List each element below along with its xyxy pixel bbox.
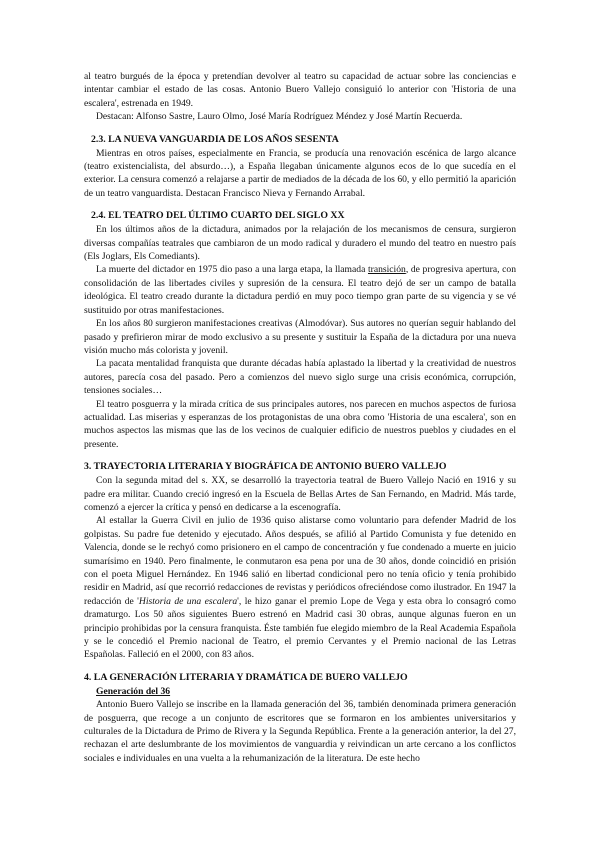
section-2-4-paragraph-2 [84, 263, 516, 317]
section-2-4-paragraph-5: El teatro posguerra y la mirada crítica de sus principales autores, nos parecen en muchos aspectos de furiosa actualidad. Las miserias y esperanzas de los protagonistas de una obra como 'Historia de una escalera', son en muchos aspectos las mismas que las de los vecinos de cualquier edificio de nuestros pueblos y ciudades en el presente. [84, 398, 516, 450]
intro-authors: Destacan: Alfonso Sastre, Lauro Olmo, José María Rodríguez Méndez y José Martín Recuerda. [96, 111, 463, 123]
italic-title: Historia de una escalera [138, 595, 238, 607]
text-run: , de progresiva apertura, con consolidación de las libertades civiles y supresión de la censura. El teatro dejó de ser un campo de batalla ideológica. El teatro creado durante la dictadura perdió en muy poco tiempo gran parte de su vigencia y se vé sustituido por otras manifestaciones. [84, 264, 517, 316]
text-run: Al estallar la Guerra Civil en julio de 1936 quiso alistarse como voluntario para defender Madrid de los golpistas. Su padre fue detenido y ejecutado. Años después, se afilió al Partido Comunista y fue detenido en Valencia, donde se le rechyó como prisionero en el campo de concentración y fue condenado a muerte en juicio sumarísimo en 1940. Pero finalmente, le conmutaron esa pena por una de 30 años, donde coincidió en prisión con el poeta Miguel Hernández. En 1946 salió en libertad condicional pero no tenía oficio y tenía prohibido residir en Madrid, así que recorrió redacciones de revistas y periódicos ofreciéndose como ilustrador. En 1947 la redacción de ' [84, 515, 516, 607]
document-page [84, 70, 516, 765]
underlined-term: transición [367, 264, 406, 276]
section-2-3-paragraph: Mientras en otros países, especialmente en Francia, se producía una renovación escénica de largo alcance (teatro existencialista, del absurdo…), a España llegaban únicamente algunos ecos de lo que sucedía en el exterior. La censura comenzó a relajarse a partir de mediados de la década de los 60, y ello permitió la aparición de un teatro vanguardista. Destacan Francisco Nieva y Fernando Arrabal. [84, 147, 516, 199]
section-4-paragraph-1: Antonio Buero Vallejo se inscribe en la llamada generación del 36, también denominada primera generación de posguerra, que recoge a un conjunto de escritores que se formaron en los ambientes universitarios y culturales de la Dictadura de Primo de Rivera y la Segunda República. Frente a la generación anterior, la del 27, rechazan el arte deslumbrante de los movimientos de vanguardia y reivindican un arte cercano a los conflictos sociales e individuales en una vuelta a la rehumanización de la literatura. De este hecho [84, 699, 516, 764]
section-2-4-paragraph-4: La pacata mentalidad franquista que durante décadas había aplastado la libertad y la creatividad de nuestros autores, parecía cosa del pasado. Pero a comienzos del nuevo siglo surge una crisis económica, corrupción, tensiones sociales… [84, 358, 516, 397]
section-2-4-heading: 2.4. EL TEATRO DEL ÚLTIMO CUARTO DEL SIGLO XX [91, 210, 345, 222]
intro-paragraph: al teatro burgués de la época y pretendían devolver al teatro su capacidad de actuar sobre las conciencias e intentar cambiar el estado de las cosas. Antonio Buero Vallejo consiguió lo anterior con 'Historia de una escalera', estrenada en 1949. [84, 71, 516, 109]
section-4-subheading: Generación del 36 [96, 685, 171, 697]
section-2-4-paragraph-3: En los años 80 surgieron manifestaciones creativas (Almodóvar). Sus autores no querían seguir hablando del pasado y prefirieron mirar de modo exclusivo a su presente y sustituir la España de la dictadura por una nueva visión mucho más colorista y jovenil. [84, 318, 516, 356]
section-3-heading: 3. TRAYECTORIA LITERARIA Y BIOGRÁFICA DE ANTONIO BUERO VALLEJO [84, 461, 447, 473]
section-2-3-heading: 2.3. LA NUEVA VANGUARDIA DE LOS AÑOS SESENTA [91, 133, 339, 145]
section-3-paragraph-1: Con la segunda mitad del s. XX, se desarrolló la trayectoria teatral de Buero Vallejo Nació en 1916 y su padre era militar. Cuando creció ingresó en la Escuela de Bellas Artes de San Fernando, en Madrid. Más tarde, comenzó a ejercer la crítica y pensó en dedicarse a la escenografía. [84, 475, 516, 513]
section-4-heading: 4. LA GENERACIÓN LITERARIA Y DRAMÁTICA DE BUERO VALLEJO [84, 671, 408, 683]
text-run: La muerte del dictador en 1975 dio paso a una larga etapa, la llamada [96, 264, 368, 276]
text-run: ', le hizo ganar el premio Lope de Vega y esta obra lo consagró como dramaturgo. Los 50 años siguientes Buero estrenó en Madrid casi 30 obras, aunque algunas fueron en un principio prohibidas por la censura franquista. Éste también fue elegido miembro de la Real Academia Española y se le concedió el Premio nacional de Teatro, el premio Cervantes y el Premio nacional de las Letras Españolas. Falleció en el 2000, con 83 años. [84, 595, 516, 661]
section-3-paragraph-2 [84, 514, 516, 661]
section-2-4-paragraph-1: En los últimos años de la dictadura, animados por la relajación de los mecanismos de censura, surgieron diversas compañías teatrales que cambiaron de un modo radical y duradero el mundo del teatro en nuestro país (Els Joglars, Els Comediants). [84, 224, 516, 263]
